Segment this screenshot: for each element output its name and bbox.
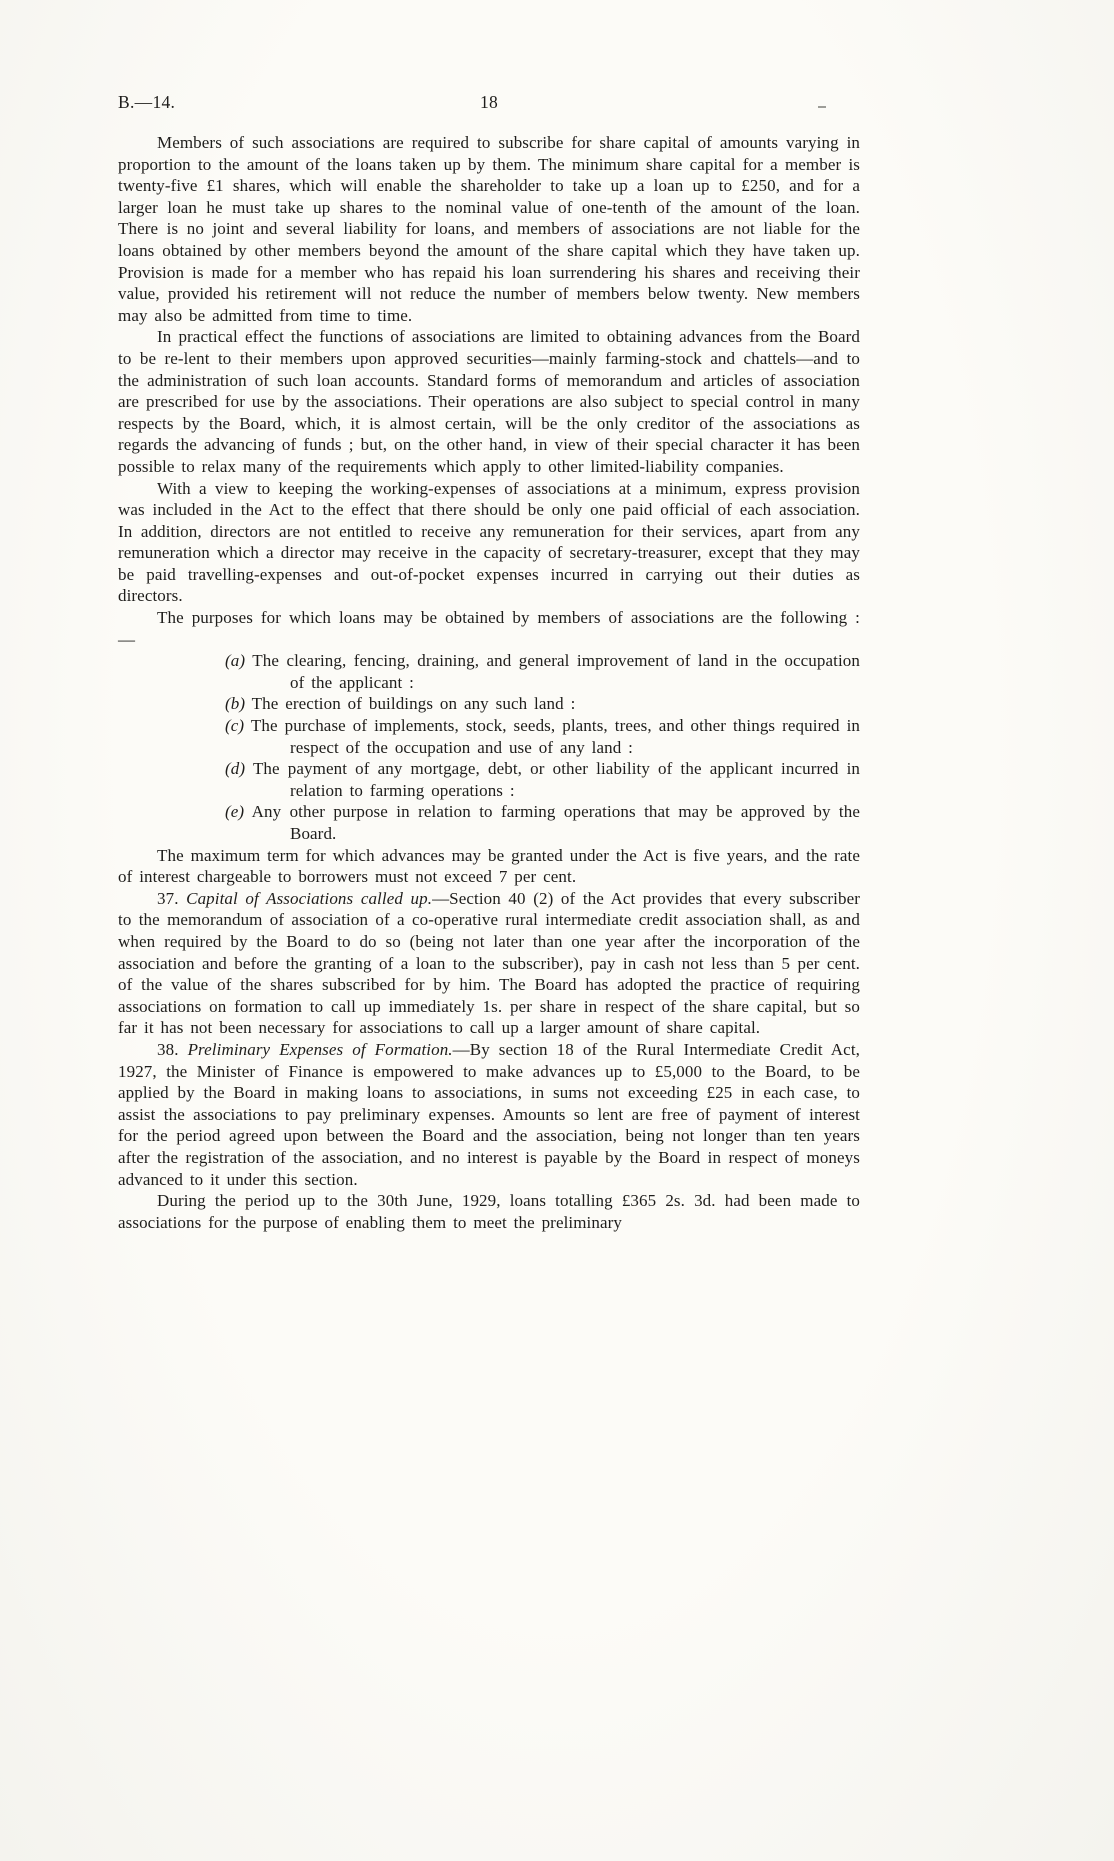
section-38-preliminary-expenses: [118, 1039, 860, 1190]
loan-purposes-list: [118, 650, 860, 844]
list-item-text: The erection of buildings on any such land :: [251, 694, 576, 714]
text-column: [118, 92, 860, 1233]
list-marker: (e): [225, 802, 245, 822]
section-37-capital-called-up: [118, 888, 860, 1039]
list-marker: (b): [225, 694, 246, 714]
list-item-e: [118, 801, 860, 844]
document-body: [118, 132, 860, 1233]
para-working-expenses: With a view to keeping the working-expenses of associations at a minimum, express provision was included in the Act to the effect that there should be only one paid official of each association. In addition, directors are not entitled to receive any remuneration for their services, apart from any remuneration which a director may receive in the capacity of secretary-treasurer, except that they may be paid travelling-expenses and out-of-pocket expenses incurred in carrying out their duties as directors.: [118, 478, 860, 606]
para-share-capital: Members of such associations are required to subscribe for share capital of amounts varying in proportion to the amount of the loans taken up by them. The minimum share capital for a member is twenty-five £1 shares, which will enable the shareholder to take up a loan up to £250, and for a larger loan he must take up shares to the nominal value of one-tenth of the amount of the loan. There is no joint and several liability for loans, and members of associations are not liable for the loans obtained by other members beyond the amount of the share capital which they have taken up. Provision is made for a member who has repaid his loan surrendering his shares and receiving their value, provided his retirement will not reduce the number of members below twenty. New members may also be admitted from time to time.: [118, 133, 860, 325]
list-item-text: The clearing, fencing, draining, and general improvement of land in the occupation of the applicant :: [252, 651, 860, 692]
para-loan-purposes-intro: The purposes for which loans may be obtained by members of associations are the following :—: [118, 608, 860, 649]
list-marker: (a): [225, 651, 246, 671]
list-item-b: [118, 693, 860, 715]
section-number: 38.: [157, 1039, 179, 1059]
section-title: Capital of Associations called up.: [186, 888, 433, 908]
list-item-c: [118, 715, 860, 758]
list-marker: (d): [225, 759, 246, 779]
list-item-text: The purchase of implements, stock, seeds, plants, trees, and other things required in respect of the occupation and use of any land :: [250, 716, 860, 757]
doc-reference: B.—14.: [118, 92, 176, 112]
list-item-text: Any other purpose in relation to farming operations that may be approved by the Board.: [251, 802, 861, 843]
list-item-d: [118, 758, 860, 801]
list-item-text: The payment of any mortgage, debt, or other liability of the applicant incurred in relation to farming operations :: [252, 759, 860, 800]
section-body: —By section 18 of the Rural Intermediate Credit Act, 1927, the Minister of Finance is empowered to make advances up to £5,000 to the Board, to be applied by the Board in making loans to associations, in sums not exceeding £25 in each case, to assist the associations to pay preliminary expenses. Amounts so lent are free of payment of interest for the period agreed upon between the Board and the association, being not longer than ten years after the registration of the association, and no interest is payable by the Board in respect of moneys advanced to it under this section.: [118, 1039, 860, 1189]
para-loans-to-date: During the period up to the 30th June, 1929, loans totalling £365 2s. 3d. had been made to associations for the purpose of enabling them to meet the preliminary: [118, 1191, 860, 1232]
list-item-a: [118, 650, 860, 693]
para-maximum-term: The maximum term for which advances may be granted under the Act is five years, and the rate of interest chargeable to borrowers must not exceed 7 per cent.: [118, 845, 860, 887]
section-body: —Section 40 (2) of the Act provides that every subscriber to the memorandum of association of a co-operative rural intermediate credit association shall, as and when required by the Board to do so (being not later than one year after the incorporation of the association and before the granting of a loan to the subscriber), pay in cash not less than 5 per cent. of the value of the shares subscribed for by him. The Board has adopted the practice of requiring associations on formation to call up immediately 1s. per share in respect of the share capital, but so far it has not been necessary for associations to call up a larger amount of share capital.: [118, 888, 860, 1038]
section-title: Preliminary Expenses of Formation.: [187, 1039, 453, 1059]
section-number: 37.: [157, 888, 179, 908]
page-header: [118, 92, 860, 116]
para-functions-of-associations: In practical effect the functions of associations are limited to obtaining advances from the Board to be re-lent to their members upon approved securities—mainly farming-stock and chattels—and to the administration of such loan accounts. Standard forms of memorandum and articles of association are prescribed for use by the associations. Their operations are also subject to special control in many respects by the Board, which, it is almost certain, will be the only creditor of the associations as regards the advancing of funds ; but, on the other hand, in view of their special character it has been possible to relax many of the requirements which apply to other limited-liability companies.: [118, 327, 860, 476]
list-marker: (c): [225, 716, 245, 736]
page-number: 18: [479, 92, 499, 112]
